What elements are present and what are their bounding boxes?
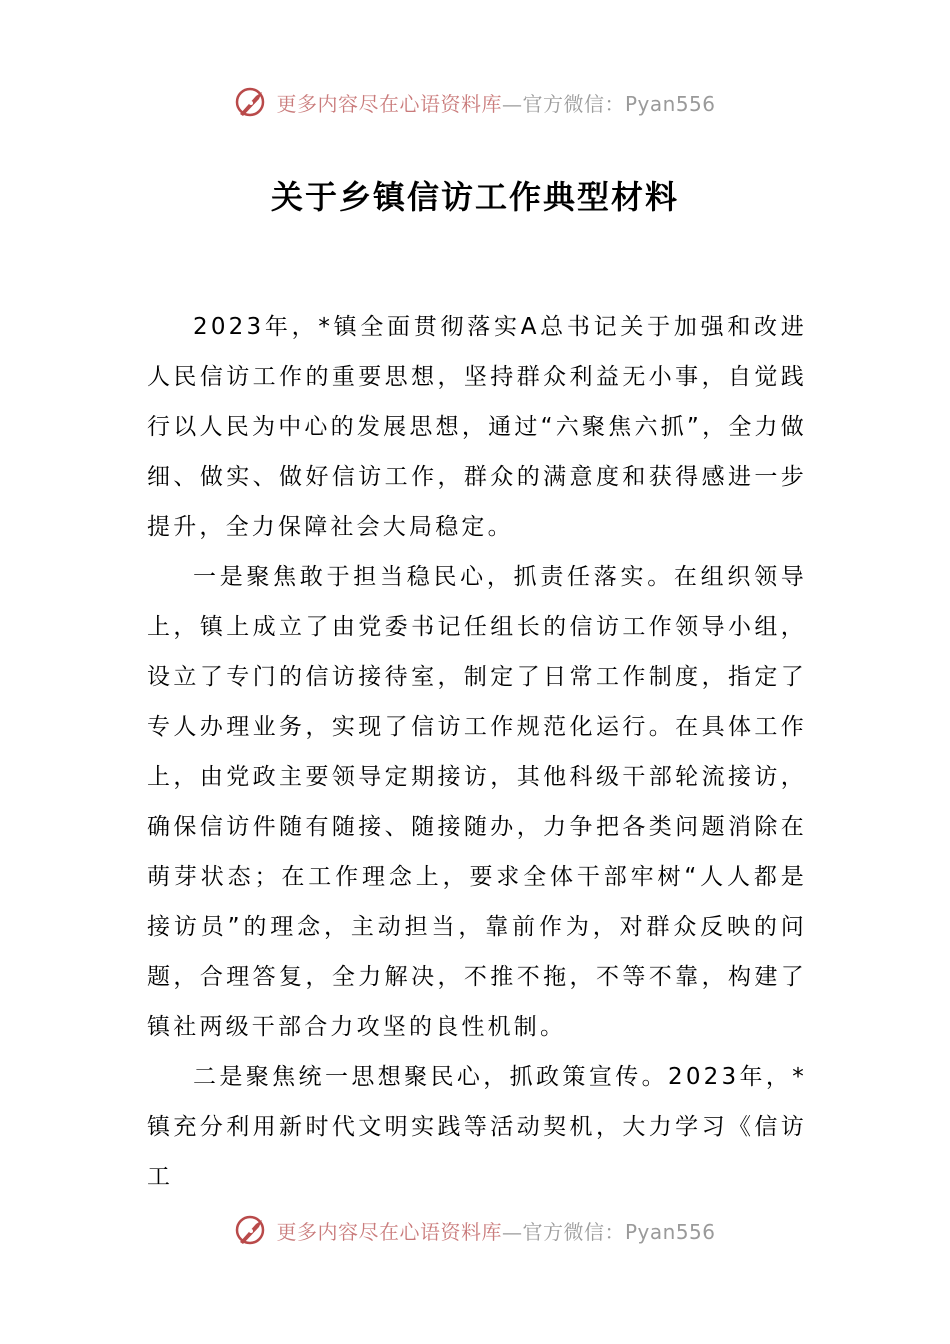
header-banner-separator: — [501, 91, 523, 116]
header-banner-text [276, 88, 715, 117]
header-banner [0, 82, 950, 122]
paragraph: 二是聚焦统一思想聚民心，抓政策宣传。2023年，*镇充分利用新时代文明实践等活动契机，大力学习《信访工 [147, 1064, 807, 1190]
pen-nib-circle-icon [234, 84, 270, 120]
document-body [147, 302, 807, 1202]
footer-banner-wechat-id: Pyan556 [624, 1219, 716, 1244]
footer-banner-text [276, 1216, 715, 1245]
header-banner-wechat-id: Pyan556 [624, 91, 716, 116]
footer-banner-site: 更多内容尽在心语资料库 [276, 1219, 502, 1244]
footer-banner-separator: — [501, 1219, 523, 1244]
footer-banner-wechat-label: 官方微信： [522, 1219, 625, 1244]
paragraph: 一是聚焦敢于担当稳民心，抓责任落实。在组织领导上，镇上成立了由党委书记任组长的信访工作领导小组，设立了专门的信访接待室，制定了日常工作制度，指定了专人办理业务，实现了信访工作规范化运行。在具体工作上，由党政主要领导定期接访，其他科级干部轮流接访，确保信访件随有随接、随接随办，力争把各类问题消除在萌芽状态；在工作理念上，要求全体干部牢树“人人都是接访员”的理念，主动担当，靠前作为，对群众反映的问题，合理答复，全力解决，不推不拖，不等不靠，构建了镇社两级干部合力攻坚的良性机制。 [147, 564, 807, 1040]
header-banner-site: 更多内容尽在心语资料库 [276, 91, 502, 116]
pen-nib-circle-icon [234, 1212, 270, 1248]
footer-banner [0, 1210, 950, 1250]
document-title: 关于乡镇信访工作典型材料 [270, 178, 679, 216]
header-banner-wechat-label: 官方微信： [522, 91, 625, 116]
paragraph: 2023年，*镇全面贯彻落实A总书记关于加强和改进人民信访工作的重要思想，坚持群众利益无小事，自觉践行以人民为中心的发展思想，通过“六聚焦六抓”，全力做细、做实、做好信访工作，群众的满意度和获得感进一步提升，全力保障社会大局稳定。 [147, 314, 807, 540]
